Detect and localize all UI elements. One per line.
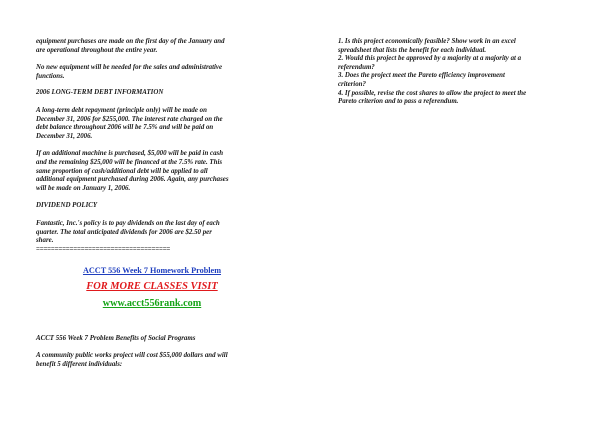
- dividend-heading: DIVIDEND POLICY: [36, 202, 98, 210]
- promo-text[interactable]: FOR MORE CLASSES VISIT: [86, 280, 218, 292]
- question-item: 3. Does the project meet the Pareto efficiency improvement criterion?: [338, 72, 505, 88]
- dividend-paragraph: Fantastic, Inc.'s policy is to pay dividends on the last day of each quarter. The total anticipated dividends for 2006 are $2.50 per share.: [36, 219, 220, 245]
- no-new-equipment-paragraph: No new equipment will be needed for the sales and administrative functions.: [36, 64, 223, 80]
- right-column: [338, 38, 570, 107]
- benefits-paragraph: A community public works project will cost $55,000 dollars and will benefit 5 different individuals:: [36, 352, 228, 368]
- homework-problem-link[interactable]: ACCT 556 Week 7 Homework Problem: [82, 265, 222, 275]
- debt-paragraph: A long-term debt repayment (principle only) will be made on December 31, 2006 for $255,000. The interest rate charged on the debt balance throughout 2006 will be 7.5% and will be paid on December 31, 2006.: [36, 106, 223, 140]
- site-link[interactable]: www.acct556rank.com: [102, 297, 202, 309]
- separator-line: ====================================: [36, 245, 171, 253]
- question-list: [338, 38, 570, 107]
- question-item: 1. Is this project economically feasible? Show work in an excel spreadsheet that lists the benefit for each individual.: [338, 38, 516, 54]
- question-item: 4. If possible, revise the cost shares to allow the project to meet the Pareto criterion and to pass a referendum.: [338, 89, 527, 106]
- question-item: 2. Would this project be approved by a majority at a majority at a referendum?: [338, 55, 522, 71]
- machine-paragraph: If an additional machine is purchased, $5,000 will be paid in cash and the remaining $25,000 will be financed at the 7.5% rate. This same proportion of cash/additional debt will be applied to all additional equipment purchased during 2006. Again, any purchases will be made on January 1, 2006.: [36, 150, 229, 192]
- benefits-heading: ACCT 556 Week 7 Problem Benefits of Social Programs: [36, 334, 196, 342]
- equipment-paragraph: equipment purchases are made on the first day of the January and are operational throughout the entire year.: [36, 38, 225, 54]
- left-column: [36, 38, 268, 369]
- debt-heading: 2006 LONG-TERM DEBT INFORMATION: [36, 89, 164, 97]
